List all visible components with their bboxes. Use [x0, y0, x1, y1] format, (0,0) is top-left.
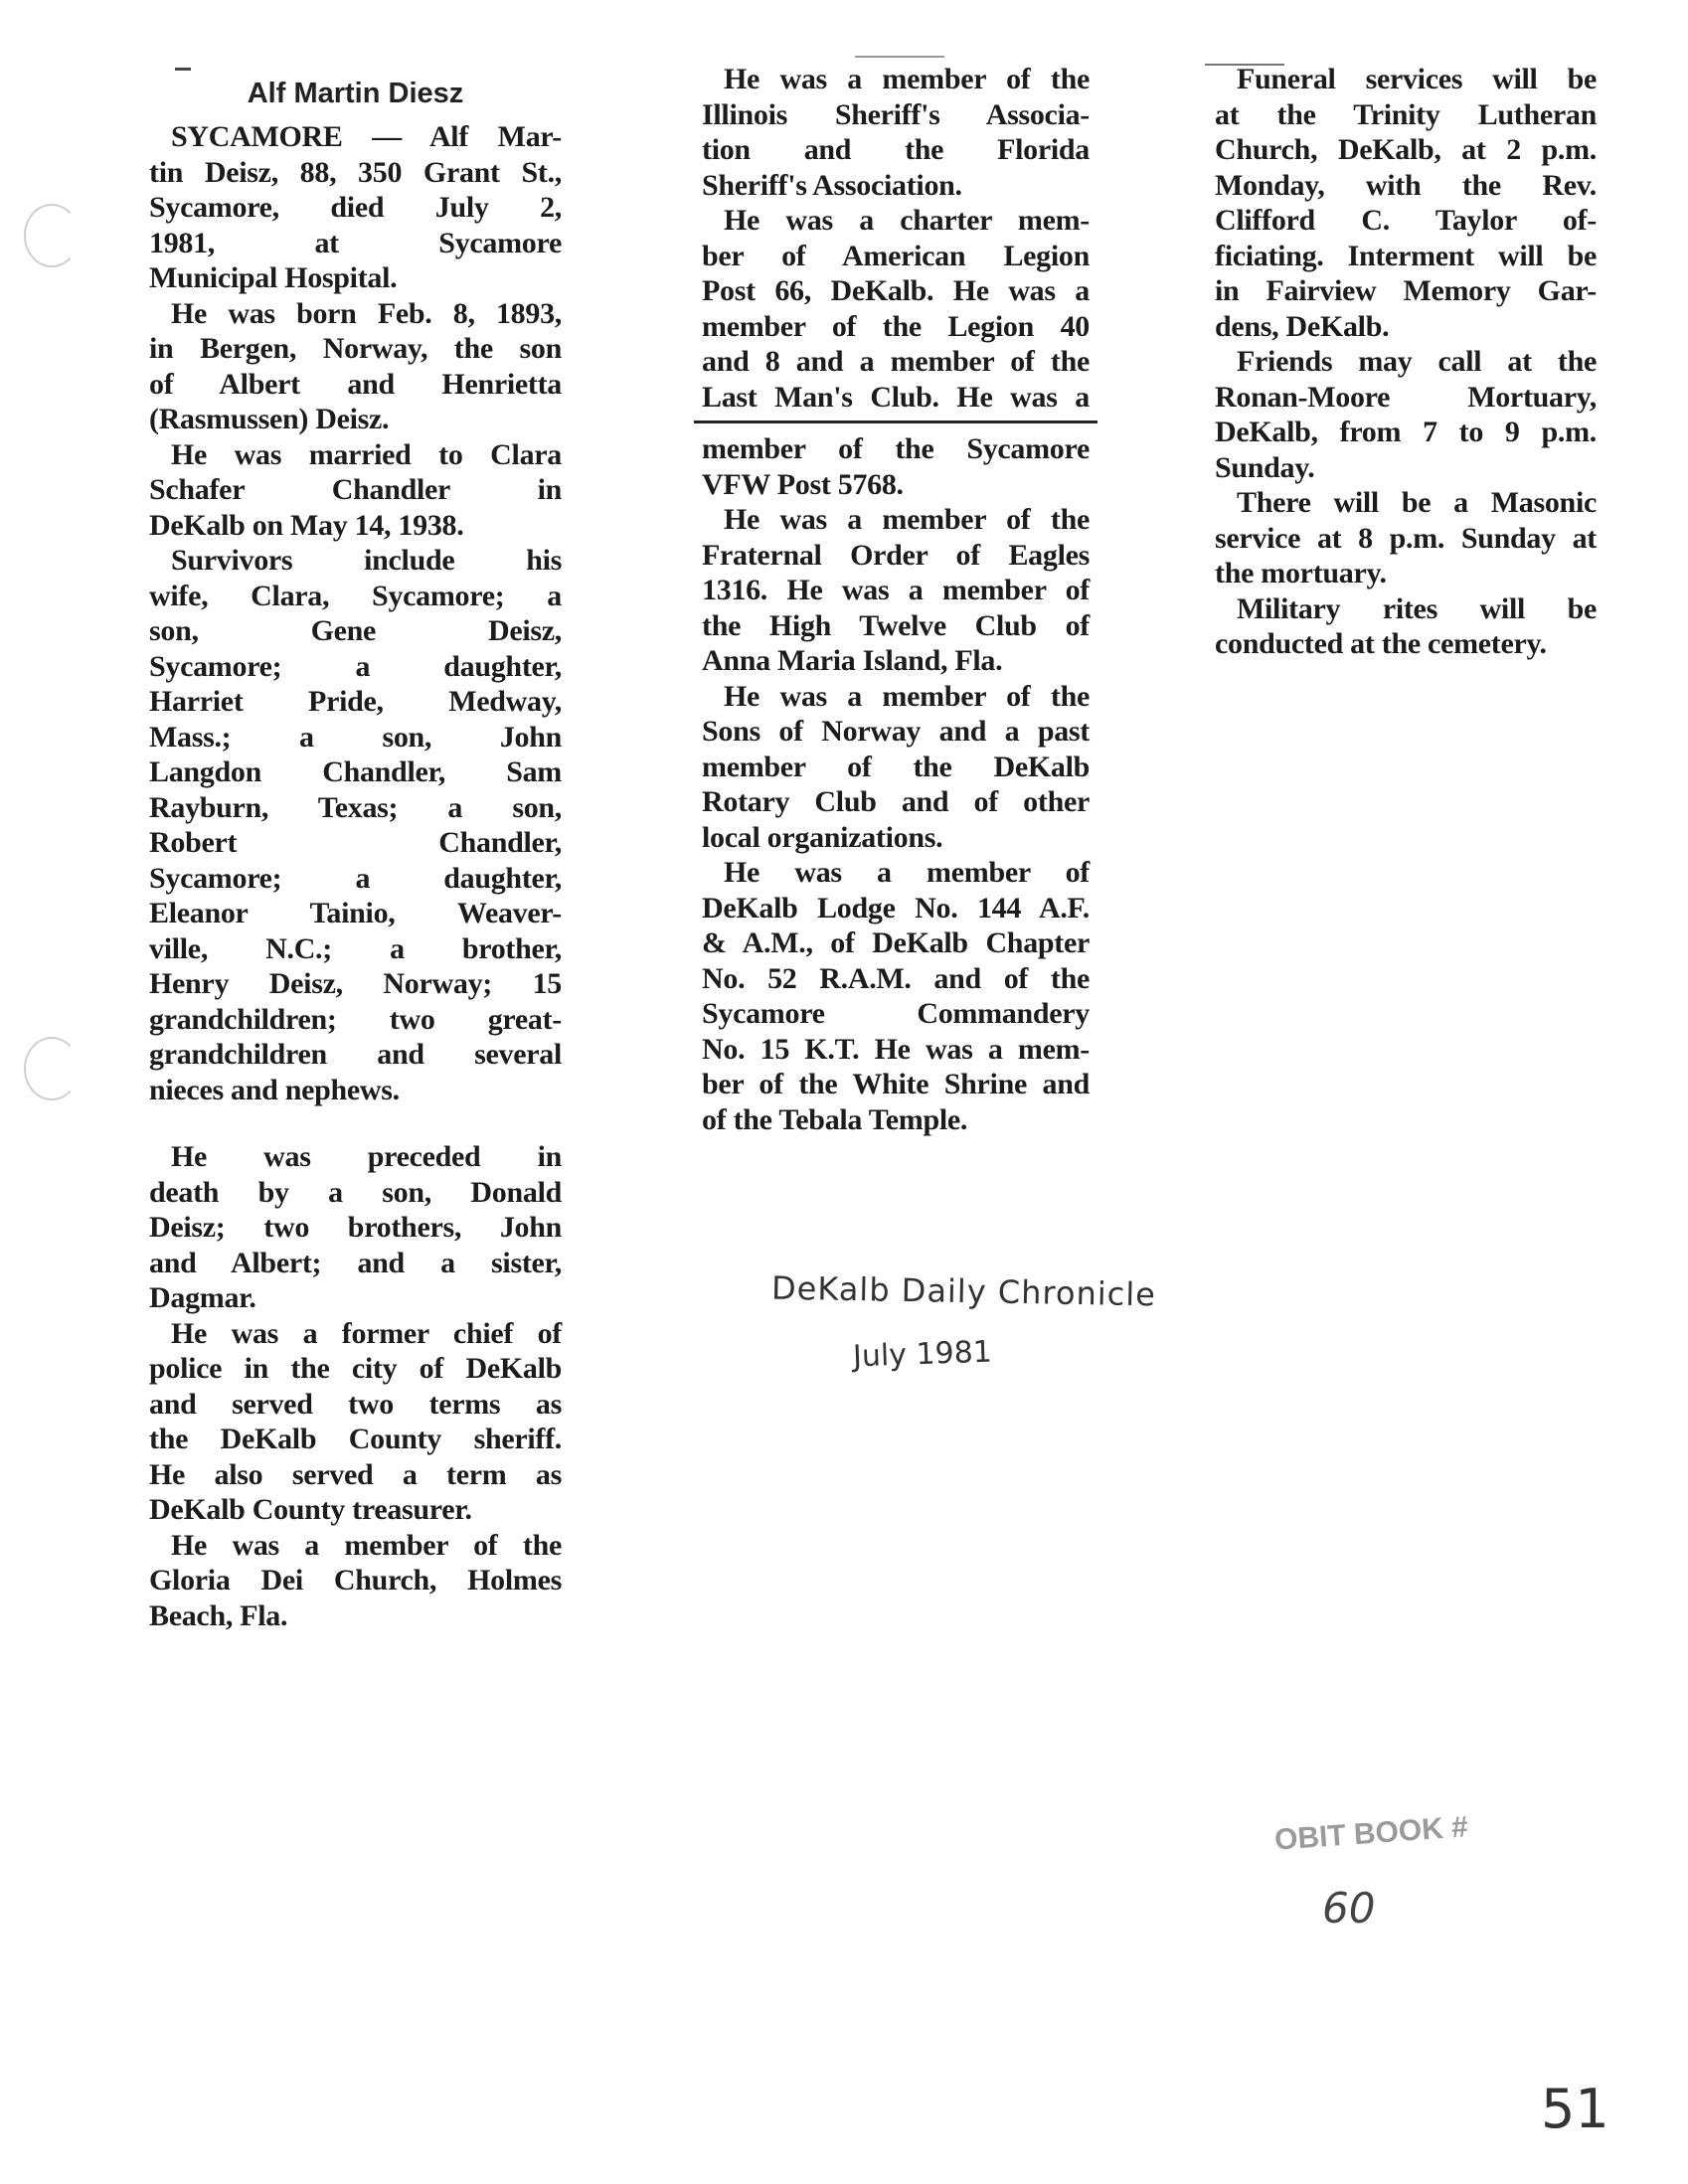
text-line: and served two terms as [149, 1387, 562, 1421]
text-line: Langdon Chandler, Sam [149, 756, 562, 788]
text-line: There will be a Masonic [1237, 486, 1597, 519]
text-line: DeKalb, from 7 to 9 p.m. [1215, 416, 1597, 448]
paragraph [702, 62, 1090, 203]
text-line: the High Twelve Club of [702, 608, 1090, 642]
text-line: ber of American Legion [702, 239, 1090, 272]
text-line: ville, N.C.; a brother, [149, 931, 562, 965]
text-line: Clifford C. Taylor of- [1215, 204, 1597, 237]
text-line: He was a member of the [724, 63, 1090, 95]
text-line: the mortuary. [1215, 557, 1387, 589]
text-line: conducted at the cemetery. [1215, 627, 1547, 660]
text-line: Deisz; two brothers, John [149, 1211, 562, 1244]
text-line: Sons of Norway and a past [702, 715, 1090, 748]
text-line: Illinois Sheriff's Associa- [702, 97, 1090, 131]
text-line: 1316. He was a member of [702, 574, 1090, 606]
text-line: Sycamore; a daughter, [149, 861, 562, 895]
paragraph [1215, 485, 1597, 591]
paragraph [149, 296, 562, 437]
text-line: tion and the Florida [702, 133, 1090, 166]
text-line: VFW Post 5768. [702, 467, 904, 501]
text-line: & A.M., of DeKalb Chapter [702, 926, 1090, 959]
text-line: DeKalb County treasurer. [149, 1493, 472, 1526]
text-line: 1981, at Sycamore [149, 226, 562, 259]
scan-mark [855, 56, 944, 58]
text-line: in Fairview Memory Gar- [1215, 274, 1597, 307]
text-line: He was a member of the [724, 503, 1090, 536]
text-line: He was a charter mem- [724, 204, 1090, 237]
text-line: Rayburn, Texas; a son, [149, 790, 562, 824]
text-line: Post 66, DeKalb. He was a [702, 274, 1090, 307]
paragraph [702, 502, 1090, 679]
text-line: Monday, with the Rev. [1215, 168, 1597, 202]
text-line: He was a member of the [724, 679, 1090, 713]
obit-book-number: 60 [1322, 1884, 1376, 1932]
text-line: Sunday. [1215, 450, 1315, 484]
text-line: Eleanor Tainio, Weaver- [149, 897, 562, 929]
paragraph [702, 679, 1090, 856]
text-line: Schafer Chandler in [149, 473, 562, 506]
paragraph [149, 437, 562, 544]
text-line: death by a son, Donald [149, 1175, 562, 1209]
scan-mark [175, 68, 191, 71]
paragraph [1215, 591, 1597, 662]
punch-hole [24, 1037, 80, 1100]
text-line: No. 52 R.A.M. and of the [702, 961, 1090, 995]
text-line: Henry Deisz, Norway; 15 [149, 967, 562, 1000]
obituary-column-1 [149, 119, 562, 1633]
text-line: of Albert and Henrietta [149, 367, 562, 401]
handwritten-source-note: DeKalb Daily Chronicle [770, 1268, 1157, 1314]
paragraph [149, 1528, 562, 1634]
text-line: Church, DeKalb, at 2 p.m. [1215, 133, 1597, 166]
text-line: He was married to Clara [171, 437, 562, 471]
page-number: 51 [1541, 2078, 1609, 2140]
text-line: dens, DeKalb. [1215, 309, 1390, 343]
paragraph [149, 543, 562, 1107]
text-line: He was born Feb. 8, 1893, [171, 296, 562, 330]
text-line: ber of the White Shrine and [702, 1068, 1090, 1100]
obituary-column-3 [1215, 62, 1597, 662]
text-line: member of the DeKalb [702, 750, 1090, 783]
text-line: Anna Maria Island, Fla. [702, 644, 1003, 677]
text-line: at the Trinity Lutheran [1215, 97, 1597, 131]
paragraph [1215, 344, 1597, 485]
text-line: Gloria Dei Church, Holmes [149, 1564, 562, 1596]
text-line: member of the Legion 40 [702, 309, 1090, 343]
text-line: Mass.; a son, John [149, 720, 562, 754]
paragraph [702, 855, 1090, 1137]
text-line: service at 8 p.m. Sunday at [1215, 521, 1597, 555]
text-line: Last Man's Club. He was a [702, 380, 1090, 414]
text-line: DeKalb Lodge No. 144 A.F. [702, 891, 1090, 924]
paragraph [149, 119, 562, 296]
text-line: in Bergen, Norway, the son [149, 332, 562, 365]
obit-book-stamp: OBIT BOOK # [1273, 1810, 1469, 1857]
text-line: Funeral services will be [1237, 63, 1597, 95]
paragraph [1215, 62, 1597, 344]
text-line: (Rasmussen) Deisz. [149, 403, 390, 435]
text-line: Ronan-Moore Mortuary, [1215, 380, 1597, 414]
text-line: SYCAMORE — Alf Mar- [171, 120, 562, 153]
text-line: Survivors include his [171, 544, 562, 577]
text-line: He was a member of [724, 856, 1090, 889]
text-line: He was a member of the [171, 1528, 562, 1562]
handwritten-date-note: July 1981 [852, 1334, 993, 1375]
text-line: He was a former chief of [171, 1316, 562, 1350]
text-line: Friends may call at the [1237, 345, 1597, 378]
text-line: Fraternal Order of Eagles [702, 538, 1090, 572]
text-line: the DeKalb County sheriff. [149, 1423, 562, 1455]
text-line: grandchildren and several [149, 1038, 562, 1071]
text-line: Military rites will be [1237, 591, 1597, 625]
text-line: Sycamore; a daughter, [149, 649, 562, 683]
text-line: grandchildren; two great- [149, 1002, 562, 1036]
obituary-column-2 [702, 62, 1090, 1137]
paragraph [702, 203, 1090, 502]
text-line: Rotary Club and of other [702, 785, 1090, 818]
column-divider-rule [694, 420, 1097, 423]
text-line: He also served a term as [149, 1457, 562, 1491]
punch-hole [24, 204, 80, 267]
text-line: nieces and nephews. [149, 1073, 400, 1106]
text-line: police in the city of DeKalb [149, 1352, 562, 1385]
text-line: ficiating. Interment will be [1215, 239, 1597, 272]
text-line: No. 15 K.T. He was a mem- [702, 1032, 1090, 1066]
text-line: son, Gene Deisz, [149, 614, 562, 647]
text-line: tin Deisz, 88, 350 Grant St., [149, 155, 562, 189]
paragraph [149, 1139, 562, 1316]
paragraph [149, 1316, 562, 1528]
text-line: Beach, Fla. [149, 1598, 288, 1632]
text-line: and Albert; and a sister, [149, 1246, 562, 1279]
text-line: Sycamore Commandery [702, 997, 1090, 1030]
text-line: Dagmar. [149, 1281, 256, 1314]
text-line: He was preceded in [171, 1140, 562, 1173]
text-line: Harriet Pride, Medway, [149, 685, 562, 718]
text-line: Municipal Hospital. [149, 261, 398, 294]
text-line: DeKalb on May 14, 1938. [149, 508, 464, 542]
text-line: local organizations. [702, 820, 943, 854]
text-line: of the Tebala Temple. [702, 1102, 968, 1136]
text-line: wife, Clara, Sycamore; a [149, 579, 562, 612]
obituary-headline: Alf Martin Diesz [247, 78, 464, 109]
text-line: Sheriff's Association. [702, 168, 962, 202]
text-line: Robert Chandler, [149, 826, 562, 859]
text-line: and 8 and a member of the [702, 345, 1090, 378]
text-line: member of the Sycamore [702, 432, 1090, 465]
text-line: Sycamore, died July 2, [149, 191, 562, 224]
